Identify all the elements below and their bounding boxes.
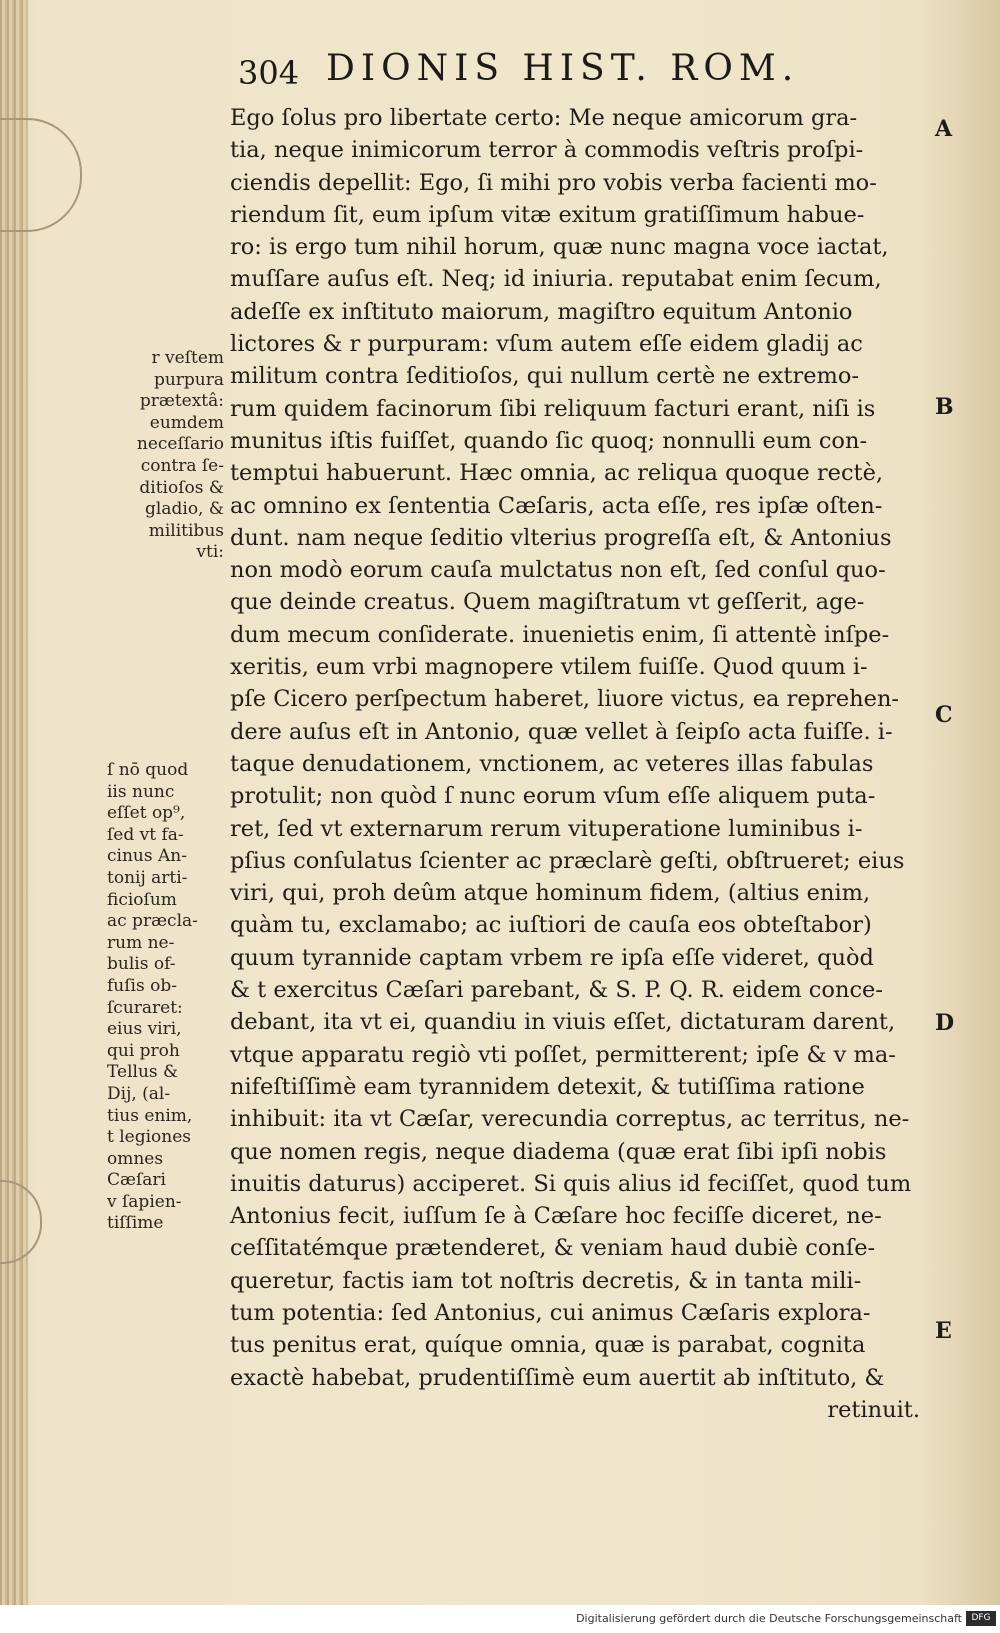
page-number: 304	[238, 54, 300, 92]
margin-line: fuſis ob-	[107, 975, 177, 996]
margin-line: vti:	[196, 542, 224, 563]
margin-line: qui proh	[107, 1040, 180, 1061]
margin-line: tonij arti-	[107, 867, 188, 888]
text-line: tum potentia: ſed Antonius, cui animus Cæſaris explora-	[230, 1299, 871, 1326]
text-line: ret, ſed vt externarum rerum vituperatione luminibus i-	[230, 815, 863, 842]
text-line: muſſare auſus eſt. Neq; id iniuria. reputabat enim ſecum,	[230, 266, 882, 293]
text-line: exactè habebat, prudentiſſimè eum auertit ab inſtituto, &	[230, 1364, 885, 1391]
section-mark-e: E	[935, 1318, 952, 1344]
text-line: tia, neque inimicorum terror à commodis veſtris proſpi-	[230, 137, 864, 164]
running-title: DIONIS HIST. ROM.	[326, 48, 800, 89]
text-line: lictores & r purpuram: vſum autem eſſe eidem gladij ac	[230, 331, 863, 358]
margin-line: ſ nō quod	[107, 760, 189, 780]
text-line: rum quidem facinorum ſibi reliquum facturi erant, niſi is	[230, 395, 876, 422]
margin-line: purpura	[153, 369, 224, 390]
margin-line: t legiones	[107, 1127, 192, 1148]
section-mark-c: C	[935, 702, 953, 728]
text-line: Ego ſolus pro libertate certo: Me neque amicorum gra-	[230, 105, 858, 131]
digitization-footer	[0, 1605, 1000, 1633]
text-line: & t exercitus Cæſari parebant, & S. P. Q. R. eidem conce-	[230, 977, 883, 1004]
text-line: dunt. nam neque ſeditio vlterius progreſſa eſt, & Antonius	[230, 524, 892, 551]
text-line: ro: is ergo tum nihil horum, quæ nunc magna voce iactat,	[230, 234, 889, 261]
dfg-logo: DFG	[966, 1611, 996, 1626]
text-line: munitus iſtis fuiſſet, quando ſic quoq; nonnulli eum con-	[230, 427, 868, 454]
text-line: dum mecum conſiderate. inuenietis enim, ſi attentè inſpe-	[230, 621, 890, 648]
text-line: xeritis, eum vrbi magnopere vtilem fuiſſe. Quod quum i-	[230, 654, 868, 681]
margin-line: v ſapien-	[107, 1191, 182, 1212]
margin-line: ficioſum	[107, 889, 177, 910]
page-header	[238, 44, 838, 94]
page-clip-lower	[0, 1180, 42, 1264]
margin-line: neceſſario	[136, 434, 224, 455]
text-line: quàm tu, exclamabo; ac iuſtiori de cauſa eos obteſtabor)	[230, 912, 872, 939]
margin-line: eumdem	[149, 412, 224, 433]
text-line: protulit; non quòd ſ nunc eorum vſum eſſe aliquem puta-	[230, 783, 876, 810]
margin-line: r veſtem	[151, 348, 224, 368]
footer-credit: Digitalisierung gefördert durch die Deutsche Forschungsgemeinschaft	[576, 1612, 962, 1625]
margin-line: contra ſe-	[140, 455, 224, 476]
text-line: pſius conſulatus ſcienter ac præclarè geſti, obſtrueret; eius	[230, 847, 905, 874]
margin-line: rum ne-	[107, 932, 175, 953]
text-line: dere auſus eſt in Antonio, quæ vellet à ſeipſo acta fuiſſe. i-	[230, 718, 893, 745]
text-line: inhibuit: ita vt Cæſar, verecundia correptus, ac territus, ne-	[230, 1106, 910, 1133]
text-line: debant, ita vt ei, quandiu in viuis eſſet, dictaturam darent,	[230, 1009, 896, 1036]
text-line: que nomen regis, neque diadema (quæ erat ſibi ipſi nobis	[230, 1138, 887, 1165]
text-line: pſe Cicero perſpectum haberet, liuore victus, ea reprehen-	[230, 686, 900, 713]
text-line: viri, qui, proh deûm atque hominum fidem, (altius enim,	[230, 880, 871, 907]
margin-line: eſſet op⁹,	[107, 803, 186, 824]
text-line: temptui habuerunt. Hæc omnia, ac reliqua quoque rectè,	[230, 460, 884, 487]
text-line: ac omnino ex ſententia Cæſaris, acta eſſe, res ipſæ oſten-	[230, 492, 883, 519]
text-line: retinuit.	[827, 1396, 920, 1423]
section-mark-b: B	[935, 394, 954, 420]
margin-line: bulis of-	[107, 954, 176, 975]
text-line: quum tyrannide captam vrbem re ipſa eſſe videret, quòd	[230, 944, 874, 971]
margin-line: ſed vt fa-	[107, 824, 184, 845]
text-line: Antonius fecit, iuſſum ſe à Cæſare hoc feciſſe diceret, ne-	[230, 1203, 882, 1230]
main-text	[230, 102, 920, 1426]
margin-line: Cæſari	[107, 1170, 166, 1191]
margin-line: tiſſime	[107, 1213, 164, 1234]
margin-line: eius viri,	[107, 1019, 182, 1040]
text-line: tus penitus erat, quíque omnia, quæ is parabat, cognita	[230, 1332, 866, 1359]
page-binding	[0, 0, 28, 1605]
page-clip	[0, 118, 82, 232]
text-line: non modò eorum cauſa mulctatus non eſt, ſed conſul quo-	[230, 557, 886, 584]
section-mark-a: A	[935, 116, 953, 142]
margin-line: prætextâ:	[139, 391, 224, 412]
margin-line: gladio, &	[145, 499, 224, 520]
margin-line: ac præcla-	[107, 911, 198, 932]
text-line: queretur, factis iam tot noſtris decretis, & in tanta mili-	[230, 1267, 862, 1294]
margin-line: Dij, (al-	[107, 1083, 171, 1104]
margin-line: Tellus &	[107, 1062, 179, 1083]
margin-line: omnes	[107, 1148, 164, 1169]
text-line: ceſſitatémque prætenderet, & veniam haud dubiè conſe-	[230, 1235, 876, 1262]
margin-note-2	[107, 760, 227, 1235]
margin-line: iis nunc	[107, 781, 175, 802]
text-line: ciendis depellit: Ego, ſi mihi pro vobis verba facienti mo-	[230, 169, 877, 196]
margin-note-1	[104, 348, 224, 564]
margin-line: tius enim,	[107, 1105, 193, 1126]
section-mark-d: D	[935, 1010, 955, 1036]
margin-line: ditioſos &	[139, 477, 224, 498]
margin-line: ſcuraret:	[107, 997, 183, 1018]
margin-line: cinus An-	[107, 846, 187, 867]
text-line: adeſſe ex inſtituto maiorum, magiſtro equitum Antonio	[230, 298, 853, 325]
text-line: vtque apparatu regiò vti poſſet, permitterent; ipſe & v ma-	[230, 1041, 896, 1068]
text-line: que deinde creatus. Quem magiſtratum vt geſſerit, age-	[230, 589, 865, 616]
text-line: militum contra ſeditioſos, qui nullum certè ne extremo-	[230, 363, 860, 390]
text-line: taque denudationem, vnctionem, ac veteres illas fabulas	[230, 750, 874, 777]
margin-line: militibus	[148, 520, 224, 541]
text-line: riendum ſit, eum ipſum vitæ exitum gratiſſimum habue-	[230, 201, 865, 228]
text-line: inuitis daturus) acciperet. Si quis alius id feciſſet, quod tum	[230, 1170, 912, 1197]
text-line: nifeſtiſſimè eam tyrannidem detexit, & tutiſſima ratione	[230, 1073, 865, 1100]
